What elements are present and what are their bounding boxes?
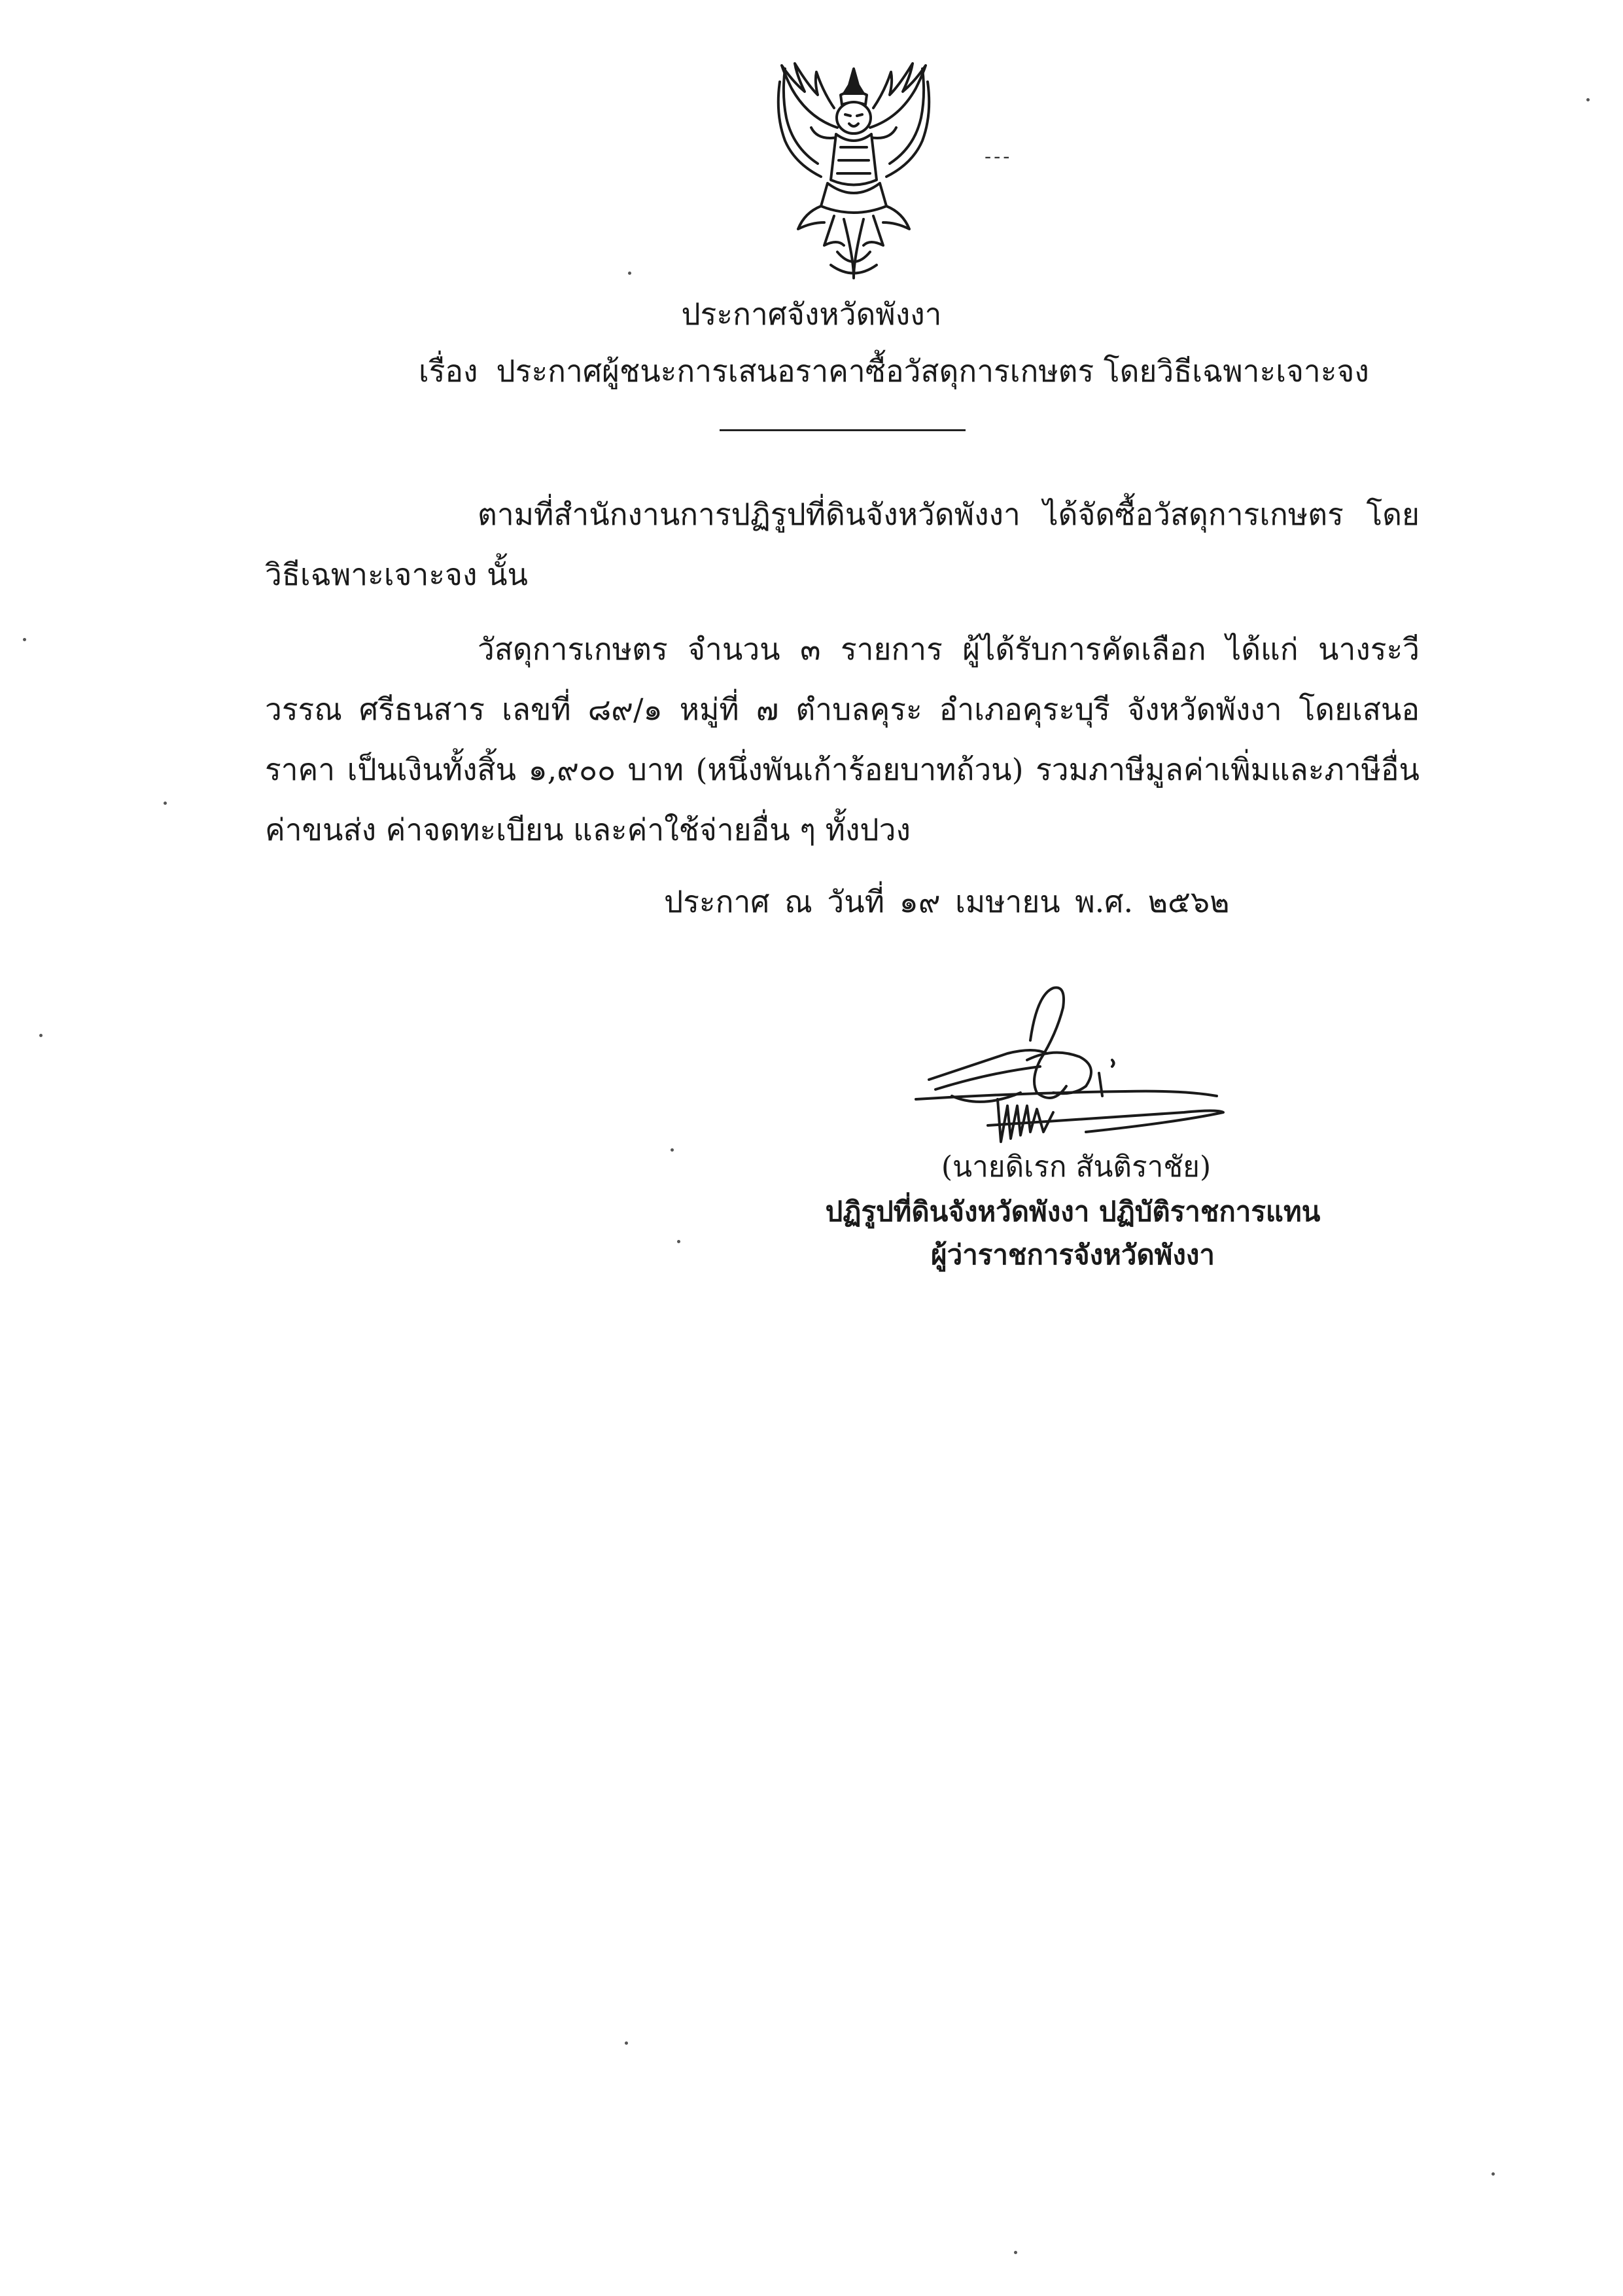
signatory-position-2: ผู้ว่าราชการจังหวัดพังงา (931, 1239, 1215, 1271)
scan-speck (1014, 2251, 1017, 2254)
subject-text: ประกาศผู้ชนะการเสนอราคาซื้อวัสดุการเกษตร โดยวิธีเฉพาะเจาะจง (496, 353, 1369, 389)
body-paragraph-1: ตามที่สำนักงานการปฏิรูปที่ดินจังหวัดพังงา ได้จัดซื้อวัสดุการเกษตร โดยวิธีเฉพาะเจาะจง นั้น (265, 497, 1420, 592)
scan-speck (677, 1240, 680, 1243)
scan-speck (625, 2041, 628, 2045)
announcement-date: ประกาศ ณ วันที่ ๑๙ เมษายน พ.ศ. ๒๕๖๒ (664, 884, 1230, 919)
scan-speck (1492, 2172, 1495, 2176)
scan-speck (23, 638, 26, 641)
scan-speck (671, 1148, 674, 1152)
document-title: ประกาศจังหวัดพังงา (681, 296, 942, 332)
body-paragraph-2: วัสดุการเกษตร จำนวน ๓ รายการ ผู้ได้รับการคัดเลือก ได้แก่ นางระวีวรรณ ศรีธนสาร เลขที่ ๘๙/๑ หมู่ที่ ๗ ตำบลคุระ อำเภอคุระบุรี จังหวัดพังงา โดยเสนอราคา เป็นเงินทั้งสิ้น ๑,๙๐๐ บาท (หนึ่งพันเก้าร้อยบาทถ้วน) รวมภาษีมูลค่าเพิ่มและภาษีอื่น ค่าขนส่ง ค่าจดทะเบียน และค่าใช้จ่ายอื่น ๆ ทั้งปวง (265, 631, 1420, 847)
scan-speck (164, 802, 167, 805)
signatory-position-1: ปฏิรูปที่ดินจังหวัดพังงา ปฏิบัติราชการแทน (825, 1195, 1321, 1227)
scan-speck (628, 272, 631, 275)
scan-speck (1586, 98, 1590, 101)
document-subject (419, 351, 1369, 391)
garuda-emblem-icon (746, 56, 962, 291)
subject-label: เรื่อง (419, 353, 478, 389)
scan-speck (39, 1034, 43, 1037)
signatory-name: (นายดิเรก สันติราชัย) (941, 1150, 1212, 1184)
handwritten-signature-icon (890, 981, 1282, 1178)
stray-mark: --- (985, 145, 1013, 168)
title-divider (720, 429, 966, 431)
